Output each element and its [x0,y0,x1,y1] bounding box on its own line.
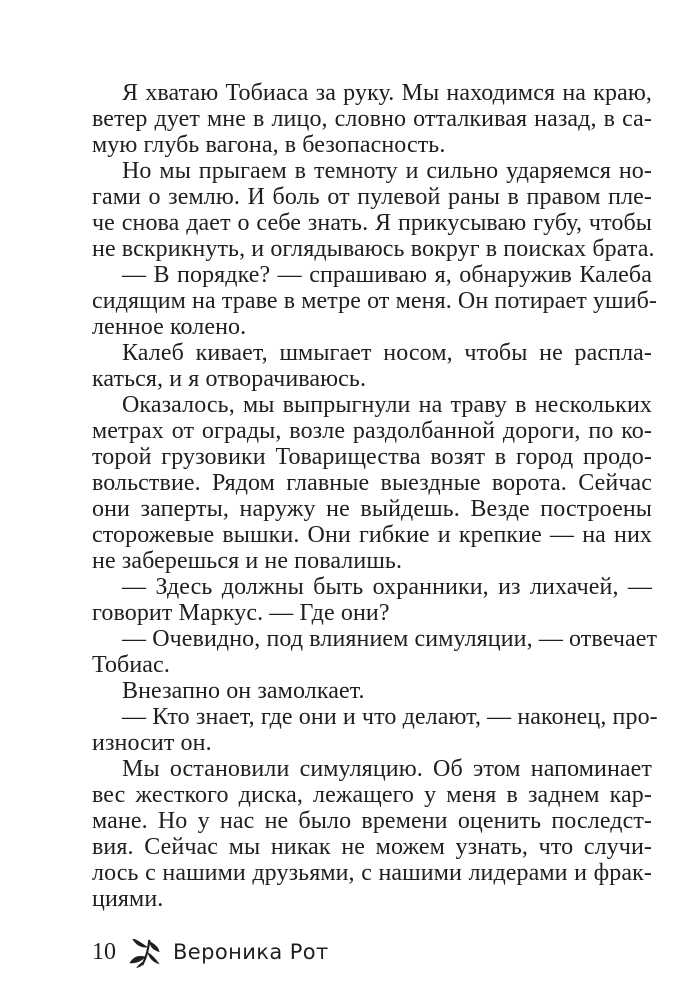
text-line: ветер дует мне в лицо, словно отталкивая назад, в са- [92,106,652,132]
text-line: не заберешься и не повалишь. [92,548,403,574]
paragraph-5 [92,392,652,574]
page-text [92,80,658,912]
text-line: ленное колено. [92,314,247,340]
text-line: — Здесь должны быть охранники, из лихачей, — [122,574,652,600]
text-line: они заперты, наружу не выйдешь. Везде построены [92,496,652,522]
paragraph-6 [92,574,652,626]
text-line: мую глубь вагона, в безопасность. [92,132,446,158]
text-line: — Кто знает, где они и что делают, — наконец, про- [122,704,658,730]
paragraph-4 [92,340,652,392]
text-line: — Очевидно, под влиянием симуляции, — отвечает [122,626,658,652]
text-line: говорит Маркус. — Где они? [92,600,390,626]
text-line: сидящим на траве в метре от меня. Он потирает ушиб- [92,288,657,314]
text-line: вес жесткого диска, лежащего у меня в заднем кар- [92,782,652,808]
text-line: Мы остановили симуляцию. Об этом напоминает [122,756,652,782]
paragraph-3 [92,262,657,340]
paragraph-8 [92,678,652,704]
paragraph-9 [92,704,658,756]
page-number: 10 [92,939,116,965]
text-line: циями. [92,886,164,912]
leaf-ornament-icon [128,936,161,968]
text-line: вольствие. Рядом главные выездные ворота. Сейчас [92,470,652,496]
author-name: Вероника Рот [173,940,329,964]
text-line: Тобиас. [92,652,170,678]
paragraph-2 [92,158,655,262]
text-line: Внезапно он замолкает. [122,678,365,704]
paragraph-7 [92,626,658,678]
text-line: — В порядке? — спрашиваю я, обнаружив Калеба [122,262,652,288]
text-line: метрах от ограды, возле раздолбанной дороги, по ко- [92,418,652,444]
text-line: торой грузовики Товарищества возят в город продо- [92,444,652,470]
text-line: износит он. [92,730,212,756]
text-line: че снова дает о себе знать. Я прикусываю губу, чтобы [92,210,652,236]
text-line: гами о землю. И боль от пулевой раны в правом пле- [92,184,652,210]
page-footer [92,935,329,969]
text-line: Калеб кивает, шмыгает носом, чтобы не распла- [122,340,652,366]
text-line: не вскрикнуть, и оглядываюсь вокруг в поисках брата. [92,236,655,262]
text-line: вия. Сейчас мы никак не можем узнать, что случи- [92,834,652,860]
text-line: Но мы прыгаем в темноту и сильно ударяемся но- [122,158,652,184]
text-line: лось с нашими друзьями, с нашими лидерами и фрак- [92,860,652,886]
paragraph-10 [92,756,652,912]
text-line: каться, и я отворачиваюсь. [92,366,367,392]
text-line: сторожевые вышки. Они гибкие и крепкие — на них [92,522,652,548]
text-line: Я хватаю Тобиаса за руку. Мы находимся на краю, [122,80,652,106]
text-line: мане. Но у нас не было времени оценить последст- [92,808,652,834]
text-line: Оказалось, мы выпрыгнули на траву в нескольких [122,392,652,418]
paragraph-1 [92,80,652,158]
